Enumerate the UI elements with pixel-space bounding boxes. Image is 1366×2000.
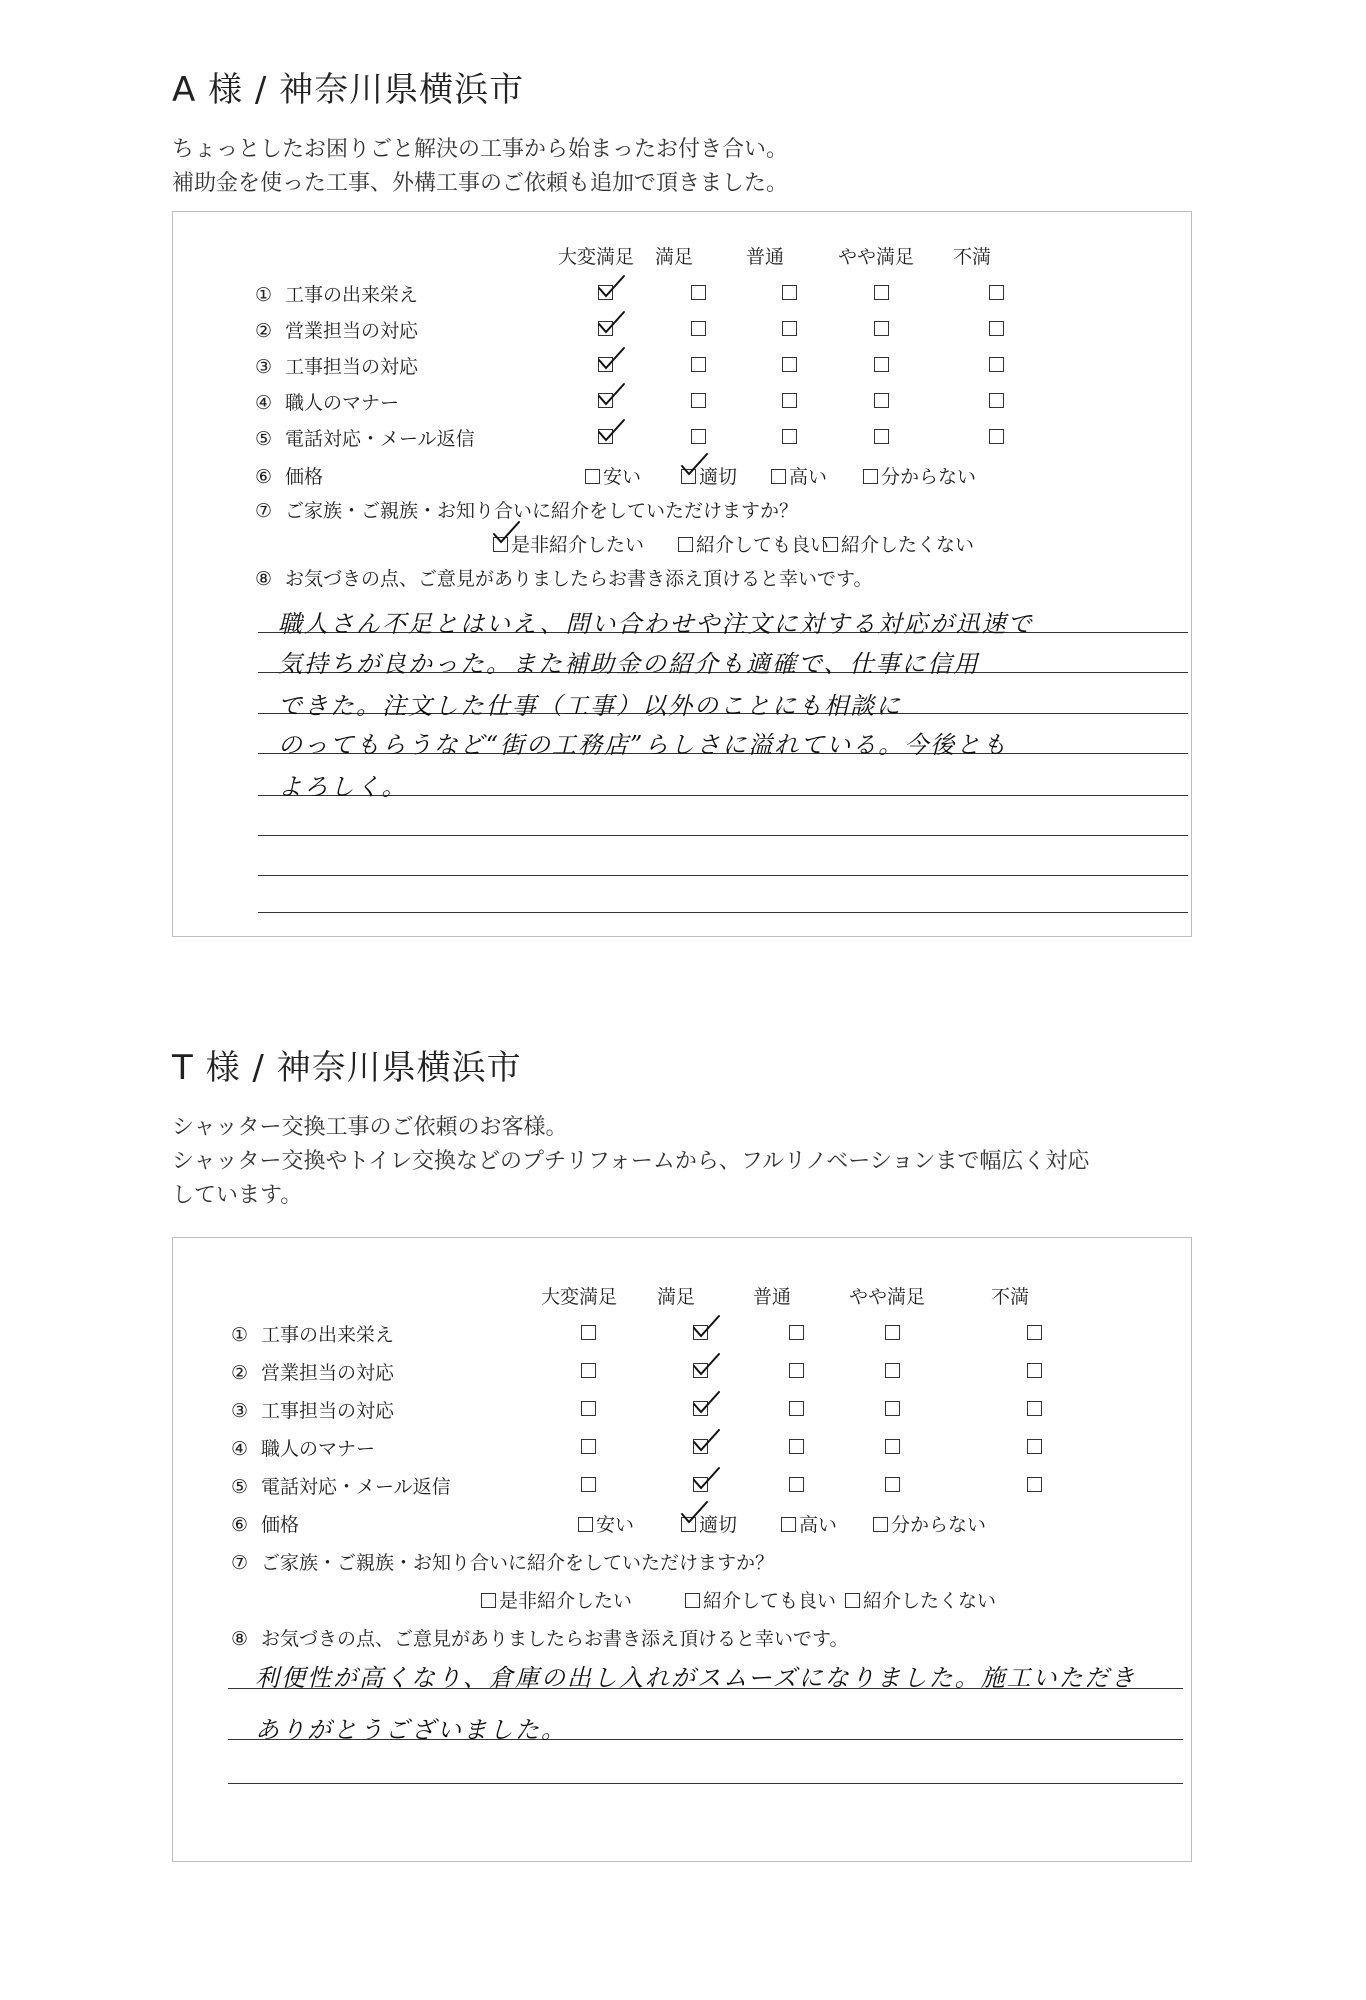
handwritten-comment-line: のってもらうなど“街の工務店”らしさに溢れている。今後とも — [278, 731, 1009, 759]
check-mark-icon — [596, 382, 626, 408]
question-label: お気づきの点、ご意見がありましたらお書き添え頂けると幸いです。 — [285, 568, 873, 590]
rating-checkbox — [789, 1325, 804, 1340]
price-option — [863, 462, 976, 489]
referral-option — [685, 1586, 836, 1613]
question-row — [231, 1320, 394, 1347]
rating-checkbox — [581, 1439, 596, 1454]
price-option — [585, 462, 641, 489]
option-label: 紹介しても良い — [703, 1590, 837, 1612]
rating-checkbox — [691, 357, 706, 372]
section-title: A 様 / 神奈川県横浜市 — [172, 70, 525, 110]
option-label: 高い — [799, 1514, 838, 1536]
rating-checkbox — [1027, 1325, 1042, 1340]
rating-checkbox — [874, 429, 889, 444]
question-number: ⑤ — [255, 428, 273, 450]
rating-checkbox — [691, 285, 706, 300]
check-mark-icon — [491, 520, 521, 546]
comment-rule-line — [258, 835, 1188, 836]
section-description — [172, 133, 1192, 201]
rating-checkbox — [885, 1325, 900, 1340]
section-a — [172, 62, 1192, 201]
question-row — [255, 424, 475, 451]
option-label: 適切 — [699, 466, 738, 488]
option-label: 分からない — [891, 1514, 987, 1536]
column-header: 大変満足 — [541, 1286, 618, 1308]
option-checkbox — [771, 469, 786, 484]
survey-card — [172, 211, 1192, 937]
comment-rule-line — [228, 1783, 1183, 1784]
rating-checkbox — [874, 357, 889, 372]
rating-checkbox — [885, 1439, 900, 1454]
question-label: 工事担当の対応 — [285, 356, 419, 378]
rating-checkbox — [691, 429, 706, 444]
rating-checkbox — [885, 1477, 900, 1492]
price-option — [781, 1510, 837, 1537]
question-row — [231, 1396, 394, 1423]
rating-checkbox — [1027, 1363, 1042, 1378]
comment-prompt — [231, 1624, 848, 1651]
referral-option — [845, 1586, 996, 1613]
question-label: ご家族・ご親族・お知り合いに紹介をしていただけますか？ — [285, 500, 799, 522]
option-label: 安い — [603, 466, 642, 488]
question-number: ⑥ — [231, 1514, 249, 1536]
rating-checkbox — [581, 1477, 596, 1492]
survey-card — [172, 1237, 1192, 1862]
description-line: シャッター交換やトイレ交換などのプチリフォームから、フルリノベーションまで幅広く対応 — [172, 1149, 1090, 1174]
question-label: 職人のマナー — [285, 392, 400, 414]
check-mark-icon — [596, 346, 626, 372]
question-number: ⑦ — [255, 500, 273, 522]
section-t — [172, 1040, 1192, 1213]
handwritten-comment-line: ありがとうございました。 — [255, 1716, 567, 1744]
question-label: 電話対応・メール返信 — [261, 1476, 451, 1498]
rating-checkbox — [691, 321, 706, 336]
check-mark-icon — [596, 310, 626, 336]
question-row — [255, 352, 418, 379]
option-checkbox — [585, 469, 600, 484]
column-header: 大変満足 — [558, 246, 635, 268]
question-number: ⑦ — [231, 1552, 249, 1574]
price-option — [873, 1510, 986, 1537]
option-checkbox — [873, 1517, 888, 1532]
question-label: 価格 — [261, 1514, 300, 1536]
rating-checkbox — [789, 1363, 804, 1378]
question-label: 職人のマナー — [261, 1438, 376, 1460]
question-label: 営業担当の対応 — [285, 320, 419, 342]
question-label: 工事担当の対応 — [261, 1400, 395, 1422]
rating-checkbox — [789, 1439, 804, 1454]
rating-checkbox — [581, 1325, 596, 1340]
question-label: 電話対応・メール返信 — [285, 428, 475, 450]
question-number: ② — [255, 320, 273, 342]
question-number: ⑧ — [255, 568, 273, 590]
check-mark-icon — [691, 1466, 721, 1492]
handwritten-comment-line: できた。注文した仕事（工事）以外のことにも相談に — [278, 692, 902, 720]
option-checkbox — [685, 1593, 700, 1608]
question-row — [231, 1358, 394, 1385]
referral-option — [678, 530, 829, 557]
question-number: ⑧ — [231, 1628, 249, 1650]
rating-checkbox — [1027, 1439, 1042, 1454]
question-number: ⑤ — [231, 1476, 249, 1498]
rating-checkbox — [581, 1363, 596, 1378]
question-label: 工事の出来栄え — [261, 1324, 395, 1346]
question-number: ② — [231, 1362, 249, 1384]
price-row — [255, 462, 323, 489]
question-label: ご家族・ご親族・お知り合いに紹介をしていただけますか？ — [261, 1552, 775, 1574]
option-label: 分からない — [881, 466, 977, 488]
check-mark-icon — [596, 274, 626, 300]
column-header: 普通 — [746, 246, 785, 268]
rating-checkbox — [782, 429, 797, 444]
rating-checkbox — [789, 1401, 804, 1416]
price-row — [231, 1510, 299, 1537]
handwritten-comment-line: よろしく。 — [278, 773, 408, 801]
rating-checkbox — [789, 1477, 804, 1492]
rating-checkbox — [989, 285, 1004, 300]
question-number: ③ — [255, 356, 273, 378]
question-number: ⑥ — [255, 466, 273, 488]
rating-checkbox — [874, 285, 889, 300]
question-number: ① — [231, 1324, 249, 1346]
referral-option — [823, 530, 974, 557]
question-label: 工事の出来栄え — [285, 284, 419, 306]
handwritten-comment-line: 利便性が高くなり、倉庫の出し入れがスムーズになりました。施工いただき — [255, 1664, 1137, 1692]
section-title: T 様 / 神奈川県横浜市 — [172, 1048, 522, 1088]
rating-checkbox — [989, 321, 1004, 336]
comment-rule-line — [258, 912, 1188, 913]
option-checkbox — [845, 1593, 860, 1608]
column-header: やや満足 — [838, 246, 915, 268]
check-mark-icon — [596, 418, 626, 444]
option-label: 紹介したくない — [863, 1590, 997, 1612]
option-checkbox — [823, 537, 838, 552]
option-label: 是非紹介したい — [499, 1590, 633, 1612]
rating-checkbox — [1027, 1401, 1042, 1416]
section-description — [172, 1111, 1192, 1213]
rating-checkbox — [989, 357, 1004, 372]
question-label: 価格 — [285, 466, 324, 488]
question-row — [255, 388, 399, 415]
check-mark-icon — [691, 1314, 721, 1340]
option-checkbox — [481, 1593, 496, 1608]
rating-checkbox — [782, 357, 797, 372]
question-row — [255, 280, 418, 307]
handwritten-comment-line: 気持ちが良かった。また補助金の紹介も適確で、仕事に信用 — [278, 650, 980, 678]
option-label: 紹介しても良い — [696, 534, 830, 556]
option-checkbox — [863, 469, 878, 484]
referral-option — [481, 1586, 632, 1613]
referral-row — [231, 1548, 774, 1575]
rating-checkbox — [1027, 1477, 1042, 1492]
rating-checkbox — [885, 1363, 900, 1378]
question-label: お気づきの点、ご意見がありましたらお書き添え頂けると幸いです。 — [261, 1628, 849, 1650]
price-option — [578, 1510, 634, 1537]
column-header: やや満足 — [849, 1286, 926, 1308]
column-header: 満足 — [655, 246, 694, 268]
option-label: 是非紹介したい — [511, 534, 645, 556]
check-mark-icon — [691, 1352, 721, 1378]
option-label: 適切 — [699, 1514, 738, 1536]
comment-prompt — [255, 564, 872, 591]
question-row — [231, 1434, 375, 1461]
rating-checkbox — [691, 393, 706, 408]
rating-checkbox — [782, 393, 797, 408]
rating-checkbox — [989, 429, 1004, 444]
column-header: 不満 — [953, 246, 992, 268]
description-line: しています。 — [172, 1183, 303, 1208]
handwritten-comment-line: 職人さん不足とはいえ、問い合わせや注文に対する対応が迅速で — [278, 610, 1034, 638]
question-row — [231, 1472, 451, 1499]
question-label: 営業担当の対応 — [261, 1362, 395, 1384]
description-line: シャッター交換工事のご依頼のお客様。 — [172, 1115, 568, 1140]
description-line: 補助金を使った工事、外構工事のご依頼も追加で頂きました。 — [172, 171, 789, 196]
rating-checkbox — [989, 393, 1004, 408]
rating-checkbox — [885, 1401, 900, 1416]
option-checkbox — [781, 1517, 796, 1532]
option-checkbox — [578, 1517, 593, 1532]
check-mark-icon — [691, 1428, 721, 1454]
question-number: ③ — [231, 1400, 249, 1422]
referral-row — [255, 496, 798, 523]
rating-checkbox — [874, 321, 889, 336]
rating-checkbox — [581, 1401, 596, 1416]
rating-checkbox — [782, 285, 797, 300]
option-checkbox — [678, 537, 693, 552]
option-label: 安い — [596, 1514, 635, 1536]
rating-checkbox — [782, 321, 797, 336]
check-mark-icon — [691, 1390, 721, 1416]
question-row — [255, 316, 418, 343]
check-mark-icon — [679, 1500, 709, 1526]
column-header: 普通 — [753, 1286, 792, 1308]
rating-checkbox — [874, 393, 889, 408]
comment-rule-line — [258, 875, 1188, 876]
option-label: 紹介したくない — [841, 534, 975, 556]
column-header: 不満 — [991, 1286, 1030, 1308]
question-number: ① — [255, 284, 273, 306]
check-mark-icon — [679, 452, 709, 478]
price-option — [771, 462, 827, 489]
question-number: ④ — [231, 1438, 249, 1460]
option-label: 高い — [789, 466, 828, 488]
column-header: 満足 — [657, 1286, 696, 1308]
question-number: ④ — [255, 392, 273, 414]
description-line: ちょっとしたお困りごと解決の工事から始まったお付き合い。 — [172, 137, 789, 162]
